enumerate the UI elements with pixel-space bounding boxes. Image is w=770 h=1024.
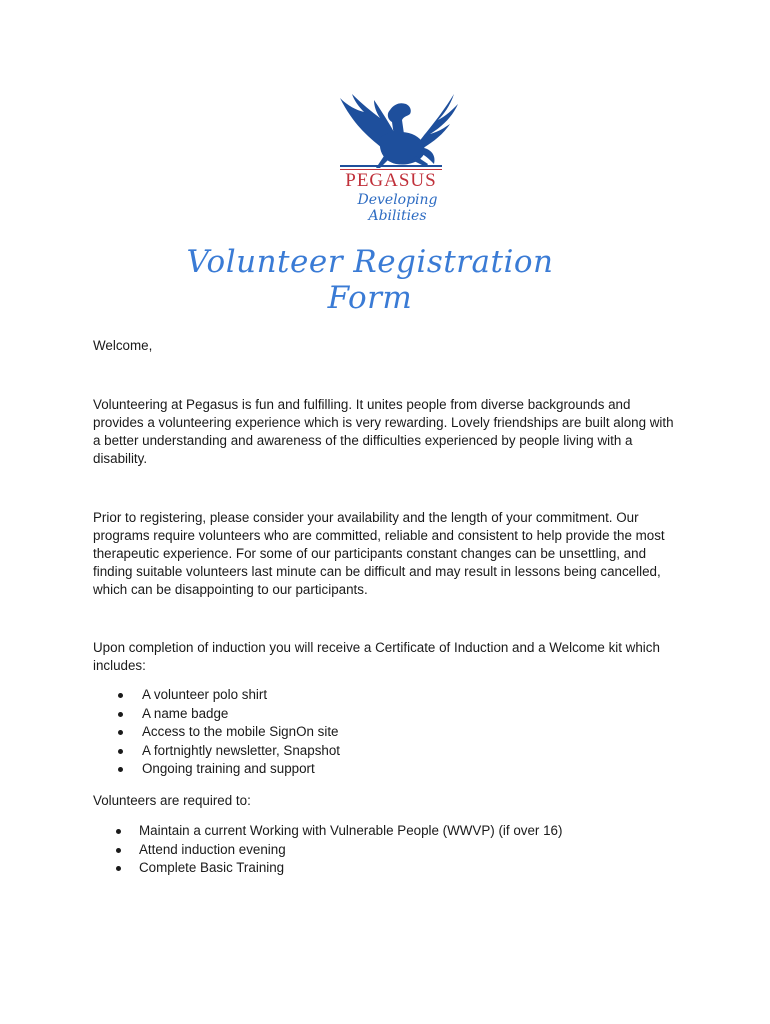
logo-rule-top xyxy=(340,165,442,167)
list-item-text: Complete Basic Training xyxy=(139,860,285,876)
brand-name: PEGASUS xyxy=(345,170,437,191)
welcome-kit-list xyxy=(118,686,340,779)
bullet-icon xyxy=(116,829,121,834)
bullet-icon xyxy=(116,866,121,871)
bullet-icon xyxy=(118,712,123,717)
list-item xyxy=(118,686,340,705)
winged-horse-icon xyxy=(320,90,480,170)
brand-tagline: Developing Abilities xyxy=(357,192,438,224)
list-item xyxy=(116,822,562,841)
list-item-text: Access to the mobile SignOn site xyxy=(142,724,339,740)
list-item-text: A fortnightly newsletter, Snapshot xyxy=(142,742,341,758)
list-item xyxy=(116,859,562,878)
intro-paragraph: Volunteering at Pegasus is fun and fulfilling. It unites people from diverse backgrounds and provides a volunteering experience which is very rewarding. Lovely friendships are built along with a better understanding and awareness of the difficulties experienced by people living with a disability. xyxy=(93,397,674,466)
bullet-icon xyxy=(118,730,123,735)
greeting: Welcome, xyxy=(93,338,153,353)
list-item xyxy=(118,705,340,724)
list-item-text: A name badge xyxy=(142,705,229,721)
bullet-icon xyxy=(118,767,123,772)
list-item xyxy=(118,723,340,742)
list-item xyxy=(118,760,340,779)
list-item-text: A volunteer polo shirt xyxy=(142,687,268,702)
induction-paragraph: Upon completion of induction you will receive a Certificate of Induction and a Welcome kit which includes: xyxy=(93,640,660,673)
requirements-heading: Volunteers are required to: xyxy=(93,793,251,808)
list-item xyxy=(116,841,562,860)
list-item-text: Attend induction evening xyxy=(139,841,286,857)
bullet-icon xyxy=(118,749,123,754)
form-title: Volunteer Registration Form xyxy=(186,244,554,316)
bullet-icon xyxy=(116,848,121,853)
requirements-list xyxy=(116,822,562,878)
list-item xyxy=(118,742,340,761)
list-item-text: Ongoing training and support xyxy=(142,761,315,777)
bullet-icon xyxy=(118,693,123,698)
list-item-text: Maintain a current Working with Vulnerable People (WWVP) (if over 16) xyxy=(139,823,563,838)
commitment-paragraph: Prior to registering, please consider your availability and the length of your commitment. Our programs require volunteers who are committed, reliable and consistent to help provide the most therapeutic experience. For some of our participants constant changes can be unsettling, and finding suitable volunteers last minute can be difficult and may result in lessons being cancelled, which can be disappointing to our participants. xyxy=(93,510,665,597)
